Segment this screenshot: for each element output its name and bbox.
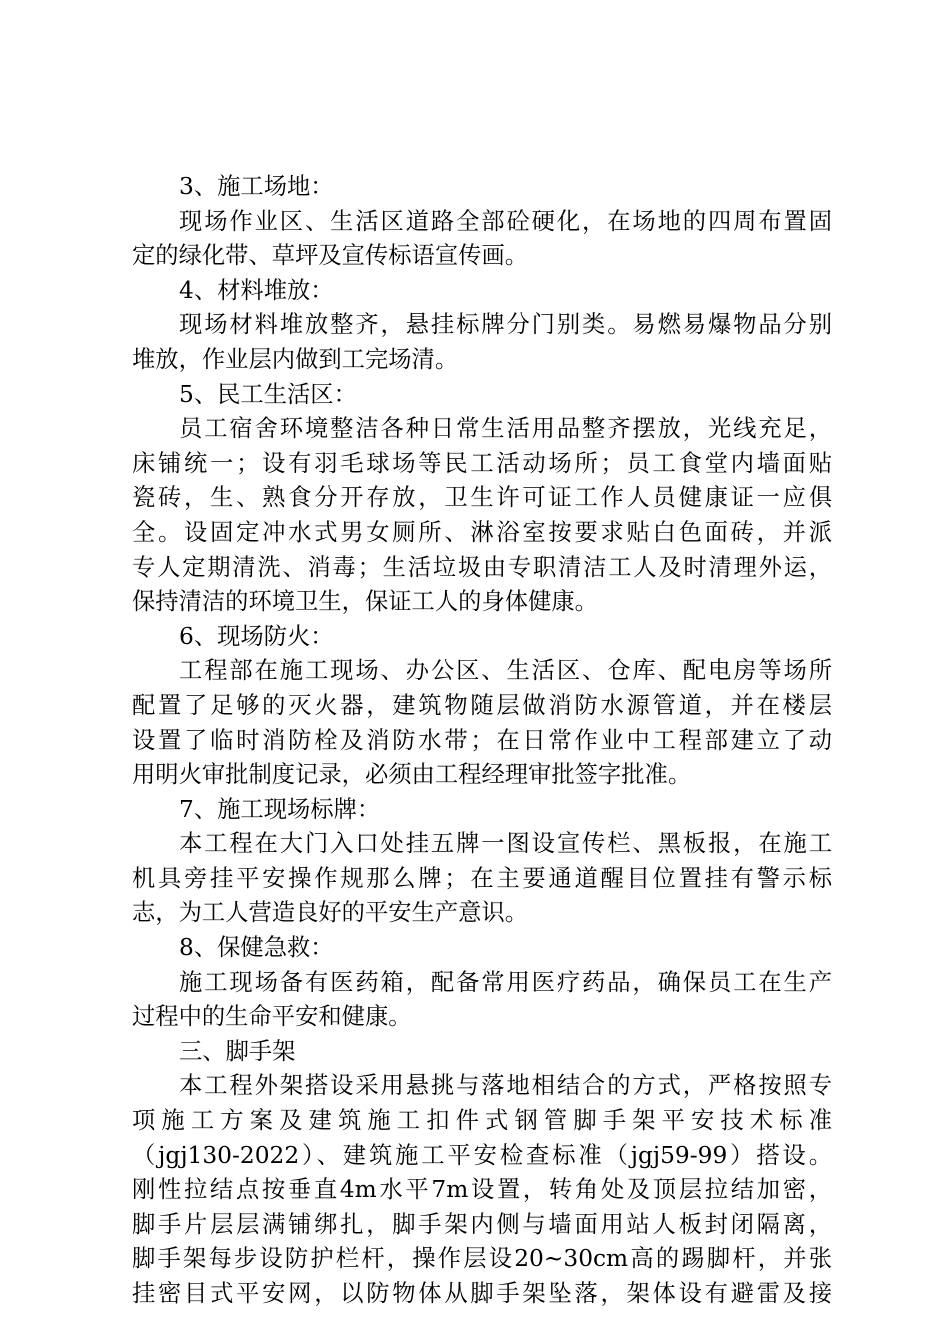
heading-workers-living-area: 5、民工生活区： [179,380,357,408]
paragraph-line: （jgj130-2022）、建筑施工平安检查标准（jgj59-99）搭设。 [132,1141,832,1169]
paragraph-line: 脚手架每步设防护栏杆，操作层设20~30cm高的踢脚杆，并张 [132,1245,832,1273]
paragraph-line: 定的绿化带、草坪及宣传标语宣传画。 [132,242,529,270]
paragraph-line: 专人定期清洗、消毒；生活垃圾由专职清洁工人及时清理外运， [132,553,832,581]
paragraph-line: 项施工方案及建筑施工扣件式钢管脚手架平安技术标准 [132,1107,832,1135]
paragraph-line: 员工宿舍环境整洁各种日常生活用品整齐摆放，光线充足， [179,415,832,443]
paragraph-line: 用明火审批制度记录，必须由工程经理审批签字批准。 [132,761,692,789]
paragraph-line: 堆放，作业层内做到工完场清。 [132,345,459,373]
paragraph-line: 保持清洁的环境卫生，保证工人的身体健康。 [132,588,598,616]
paragraph-line: 脚手片层层满铺绑扎，脚手架内侧与墙面用站人板封闭隔离， [132,1210,832,1238]
paragraph-line: 设置了临时消防栓及消防水带；在日常作业中工程部建立了动 [132,726,832,754]
heading-material-stacking: 4、材料堆放： [179,276,334,304]
paragraph-line: 施工现场备有医药箱，配备常用医疗药品，确保员工在生产 [179,968,832,996]
paragraph-line: 瓷砖，生、熟食分开存放，卫生许可证工作人员健康证一应俱 [132,484,832,512]
paragraph-line: 全。设固定冲水式男女厕所、淋浴室按要求贴白色面砖，并派 [132,518,832,546]
paragraph-line: 本工程在大门入口处挂五牌一图设宣传栏、黑板报，在施工 [179,830,832,858]
paragraph-line: 现场材料堆放整齐，悬挂标牌分门别类。易燃易爆物品分别 [179,311,832,339]
heading-fire-prevention: 6、现场防火： [179,622,334,650]
heading-construction-site: 3、施工场地： [179,173,334,200]
paragraph-line: 现场作业区、生活区道路全部砼硬化，在场地的四周布置固 [179,207,832,235]
document-body [132,170,832,1312]
paragraph-line: 床铺统一；设有羽毛球场等民工活动场所；员工食堂内墙面贴 [132,449,832,477]
paragraph-line: 本工程外架搭设采用悬挑与落地相结合的方式，严格按照专 [179,1072,832,1100]
paragraph-line: 过程中的生命平安和健康。 [132,1003,412,1031]
paragraph-line: 志，为工人营造良好的平安生产意识。 [132,899,529,927]
heading-scaffolding: 三、脚手架 [179,1037,296,1065]
paragraph-line: 机具旁挂平安操作规那么牌；在主要通道醒目位置挂有警示标 [132,864,832,892]
heading-first-aid: 8、保健急救： [179,934,334,962]
heading-site-signage: 7、施工现场标牌： [179,795,381,823]
paragraph-line: 挂密目式平安网，以防物体从脚手架坠落，架体设有避雷及接 [132,1280,832,1307]
paragraph-line: 工程部在施工现场、办公区、生活区、仓库、配电房等场所 [179,657,832,685]
paragraph-line: 刚性拉结点按垂直4m水平7m设置，转角处及顶层拉结加密， [132,1176,832,1204]
paragraph-line: 配置了足够的灭火器，建筑物随层做消防水源管道，并在楼层 [132,691,832,719]
